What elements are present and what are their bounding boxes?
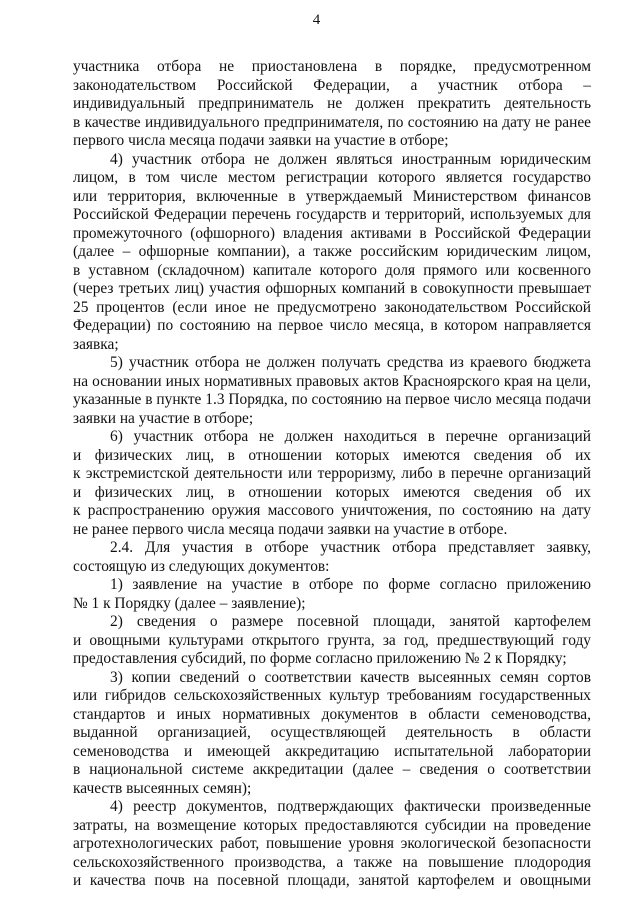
text-line: промежуточного (офшорного) владения активами в Российской Федерации: [73, 224, 591, 242]
text-line: затраты, на возмещение которых предоставляются субсидии на проведение: [73, 816, 591, 834]
page-number: 4: [312, 12, 321, 28]
text-line: и качества почв на посевной площади, занятой картофелем и овощными: [73, 872, 591, 889]
text-line: к экстремистской деятельности или терроризму, либо в перечне организаций: [73, 465, 591, 482]
text-line: указанные в пункте 1.3 Порядка, по состоянию на первое число месяца подачи: [73, 391, 591, 408]
text-line: и овощными культурами открытого грунта, за год, предшествующий году: [73, 631, 591, 649]
text-line: индивидуальный предприниматель не должен прекратить деятельность: [73, 95, 591, 112]
text-line: Российской Федерации перечень государств и территорий, используемых для: [73, 206, 591, 223]
text-line: лицом, в том числе местом регистрации которого является государство: [73, 169, 591, 186]
text-line: 3) копии сведений о соответствии качеств высеянных семян сортов: [110, 668, 591, 686]
text-line: № 1 к Порядку (далее – заявление);: [73, 594, 306, 612]
text-line: стандартов и иных нормативных документов в области семеноводства,: [73, 705, 591, 723]
text-line: или гибридов сельскохозяйственных культур требованиям государственных: [73, 687, 591, 704]
text-line: сельскохозяйственного производства, а также на повышение плодородия: [73, 853, 591, 871]
text-line: 5) участник отбора не должен получать средства из краевого бюджета: [110, 354, 591, 371]
text-line: первого числа месяца подачи заявки на участие в отборе;: [73, 132, 449, 149]
text-line: не ранее первого числа месяца подачи заявки на участие в отборе.: [73, 520, 508, 538]
text-line: (через третьих лиц) участия офшорных компаний в совокупности превышает: [73, 280, 591, 297]
text-line: заявки на участие в отборе;: [73, 409, 254, 427]
text-line: 4) участник отбора не должен являться иностранным юридическим: [110, 150, 591, 168]
text-line: законодательством Российской Федерации, а участник отбора –: [73, 76, 591, 94]
text-line: состоящую из следующих документов:: [73, 557, 330, 575]
text-line: в качестве индивидуального предпринимателя, по состоянию на дату не ранее: [73, 113, 591, 131]
text-line: 1) заявление на участие в отборе по форме согласно приложению: [110, 576, 591, 593]
text-line: агротехнологических работ, повышение уровня экологической безопасности: [73, 835, 591, 852]
text-line: на основании иных нормативных правовых актов Красноярского края на цели,: [73, 372, 591, 390]
text-line: 2.4. Для участия в отборе участник отбора представляет заявку,: [110, 539, 591, 556]
text-line: 2) сведения о размере посевной площади, занятой картофелем: [110, 613, 591, 630]
text-line: предоставления субсидий, по форме согласно приложению № 2 к Порядку;: [73, 650, 567, 667]
text-line: в национальной системе аккредитации (далее – сведения о соответствии: [73, 761, 591, 778]
text-line: 25 процентов (если иное не предусмотрено законодательством Российской: [73, 298, 591, 316]
text-line: (далее – офшорные компании), а также российским юридическим лицом,: [73, 243, 591, 260]
text-line: качеств высеянных семян);: [73, 779, 252, 797]
text-line: Федерации) по состоянию на первое число месяца, в котором направляется: [73, 317, 591, 334]
text-line: заявка;: [73, 335, 119, 353]
text-line: 4) реестр документов, подтверждающих фактически произведенные: [110, 798, 591, 815]
text-line: выданной организацией, осуществляющей деятельность в области: [73, 724, 591, 741]
text-line: и физических лиц, в отношении которых имеются сведения об их: [73, 483, 591, 501]
text-line: участника отбора не приостановлена в порядке, предусмотренном: [73, 58, 591, 75]
text-line: или территория, включенные в утверждаемый Министерством финансов: [73, 187, 591, 205]
text-line: в уставном (складочном) капитале которого доля прямого или косвенного: [73, 261, 591, 279]
text-line: к распространению оружия массового уничтожения, по состоянию на дату: [73, 502, 591, 519]
text-line: и физических лиц, в отношении которых имеются сведения об их: [73, 446, 591, 464]
document-body: [73, 58, 591, 891]
text-line: семеноводства и имеющей аккредитацию испытательной лаборатории: [73, 742, 591, 760]
text-line: 6) участник отбора не должен находиться в перечне организаций: [110, 428, 591, 445]
